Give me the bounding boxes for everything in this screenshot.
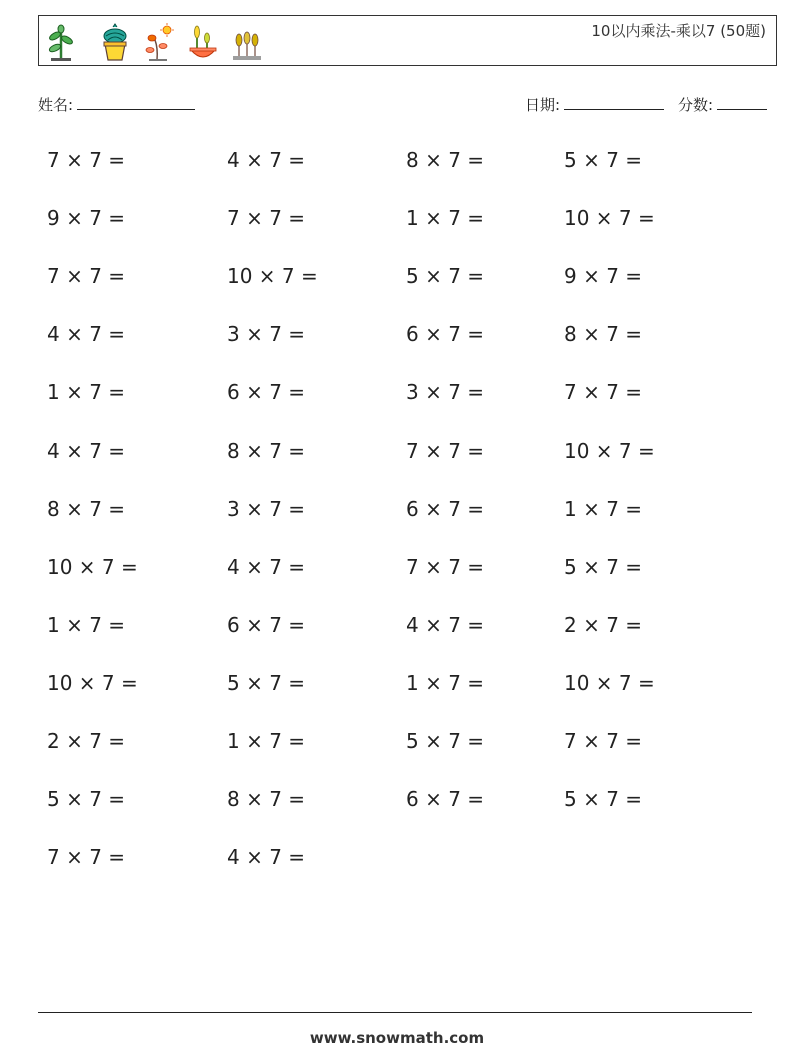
- problem-item: 5 × 7 =: [564, 148, 643, 172]
- problem-item: 2 × 7 =: [564, 613, 643, 637]
- name-label: 姓名:: [38, 96, 74, 114]
- problem-item: 4 × 7 =: [47, 439, 126, 463]
- score-label: 分数:: [678, 96, 714, 114]
- date-blank[interactable]: [564, 95, 664, 110]
- name-field: [38, 94, 195, 115]
- problem-item: 8 × 7 =: [227, 787, 306, 811]
- problem-item: 7 × 7 =: [227, 206, 306, 230]
- problem-item: 10 × 7 =: [47, 671, 138, 695]
- score-blank[interactable]: [717, 95, 767, 110]
- problem-item: 6 × 7 =: [227, 613, 306, 637]
- problem-item: 4 × 7 =: [406, 613, 485, 637]
- sprout-plant-icon: [45, 22, 77, 62]
- problem-item: 6 × 7 =: [406, 497, 485, 521]
- problem-item: 5 × 7 =: [47, 787, 126, 811]
- problem-item: 4 × 7 =: [227, 555, 306, 579]
- problem-item: 6 × 7 =: [227, 380, 306, 404]
- name-blank[interactable]: [77, 95, 195, 110]
- footer-divider: [38, 1012, 752, 1013]
- problem-item: 7 × 7 =: [47, 845, 126, 869]
- potted-corn-icon: [187, 22, 219, 62]
- problem-item: 1 × 7 =: [227, 729, 306, 753]
- problem-item: 5 × 7 =: [564, 787, 643, 811]
- problem-item: 4 × 7 =: [227, 845, 306, 869]
- problem-item: 9 × 7 =: [47, 206, 126, 230]
- potted-succulent-icon: [99, 22, 131, 62]
- problem-item: 3 × 7 =: [406, 380, 485, 404]
- problem-item: 1 × 7 =: [47, 613, 126, 637]
- score-field: [678, 94, 767, 115]
- problem-item: 10 × 7 =: [564, 439, 655, 463]
- problem-item: 5 × 7 =: [564, 555, 643, 579]
- flower-sun-icon: [143, 22, 175, 62]
- problem-item: 3 × 7 =: [227, 322, 306, 346]
- problem-item: 8 × 7 =: [564, 322, 643, 346]
- worksheet-title: 10以内乘法-乘以7 (50题): [591, 22, 766, 40]
- problem-item: 5 × 7 =: [406, 264, 485, 288]
- problem-item: 9 × 7 =: [564, 264, 643, 288]
- worksheet-header: [38, 15, 777, 66]
- problem-item: 2 × 7 =: [47, 729, 126, 753]
- problem-item: 10 × 7 =: [564, 206, 655, 230]
- problem-item: 5 × 7 =: [406, 729, 485, 753]
- problem-item: 7 × 7 =: [564, 729, 643, 753]
- date-field: [525, 94, 664, 115]
- wheat-field-icon: [231, 22, 263, 62]
- problem-item: 4 × 7 =: [47, 322, 126, 346]
- problem-item: 7 × 7 =: [564, 380, 643, 404]
- problem-item: 7 × 7 =: [47, 264, 126, 288]
- date-label: 日期:: [525, 96, 561, 114]
- problem-item: 8 × 7 =: [227, 439, 306, 463]
- problem-item: 8 × 7 =: [47, 497, 126, 521]
- problem-item: 10 × 7 =: [227, 264, 318, 288]
- problem-item: 7 × 7 =: [47, 148, 126, 172]
- problem-item: 1 × 7 =: [406, 206, 485, 230]
- problem-item: 8 × 7 =: [406, 148, 485, 172]
- problem-item: 6 × 7 =: [406, 322, 485, 346]
- problem-item: 6 × 7 =: [406, 787, 485, 811]
- problem-item: 5 × 7 =: [227, 671, 306, 695]
- problem-item: 3 × 7 =: [227, 497, 306, 521]
- problem-item: 10 × 7 =: [47, 555, 138, 579]
- problem-item: 7 × 7 =: [406, 555, 485, 579]
- footer-url: www.snowmath.com: [309, 1029, 485, 1047]
- problem-item: 1 × 7 =: [47, 380, 126, 404]
- problem-item: 4 × 7 =: [227, 148, 306, 172]
- problem-item: 1 × 7 =: [564, 497, 643, 521]
- problem-item: 10 × 7 =: [564, 671, 655, 695]
- problem-item: 7 × 7 =: [406, 439, 485, 463]
- problem-item: 1 × 7 =: [406, 671, 485, 695]
